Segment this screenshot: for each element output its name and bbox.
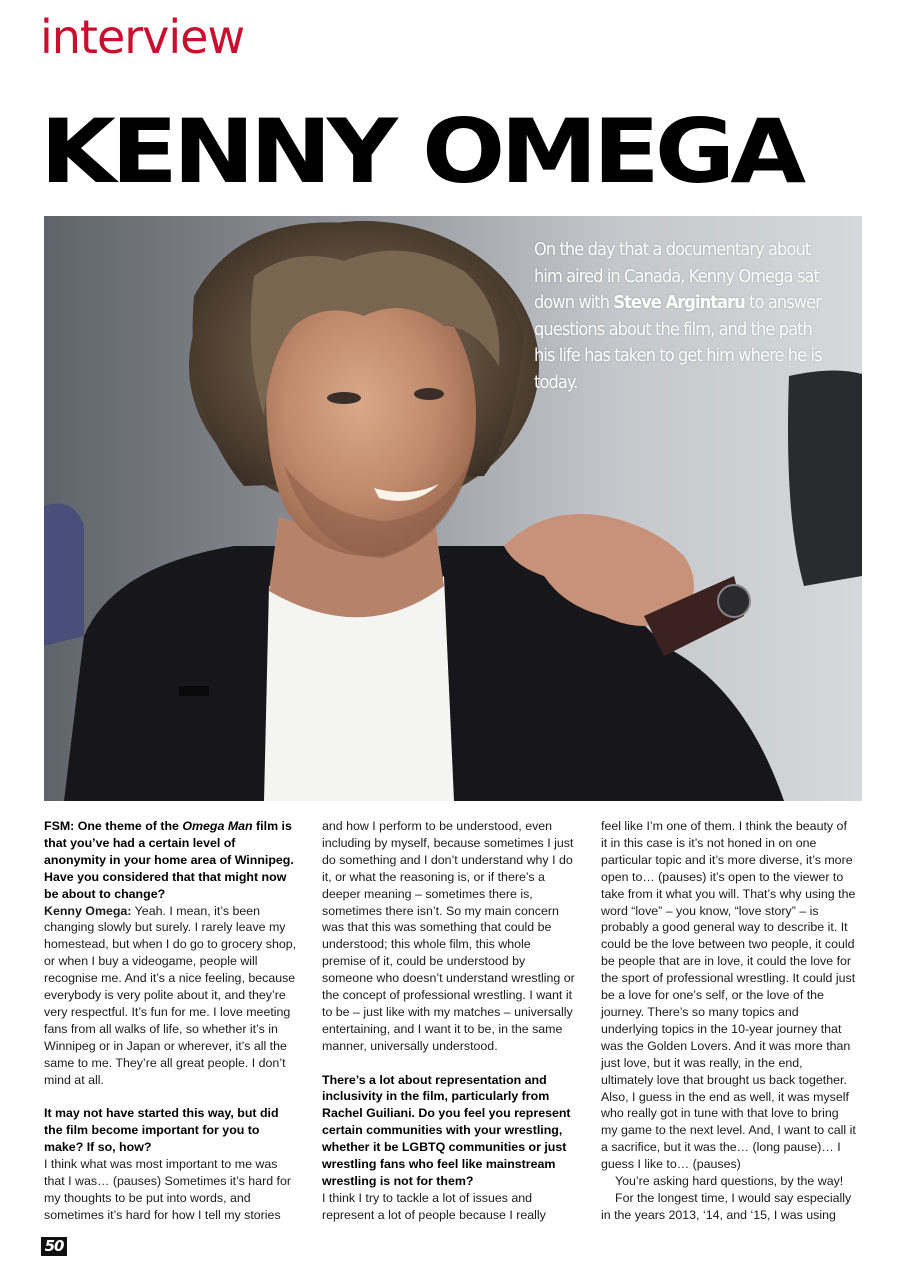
question-1: FSM: One theme of the Omega Man film is that you’ve had a certain level of anonymity in your home area of Winnipeg. Have you considered that that might now be about to change?: [44, 819, 294, 901]
column-2: [322, 818, 577, 1224]
column-3: [601, 818, 856, 1224]
intro-standfirst: On the day that a documentary about him aired in Canada, Kenny Omega sat down with Steve Argintaru to answer questions about the film, and the path his life has taken to get him where he is today.: [534, 239, 822, 393]
answer-3-paragraph-3: For the longest time, I would say especially in the years 2013, ‘14, and ‘15, I was using: [601, 1190, 852, 1222]
section-tag: interview: [40, 10, 245, 64]
question-3: There’s a lot about representation and inclusivity in the film, particularly from Rachel Guiliani. Do you feel you represent certain communities with your wrestling, whether it be LGBTQ communities or just wrestling fans who feel like mainstream wrestling is not for them?: [322, 1072, 571, 1189]
answer-3: I think I try to tackle a lot of issues and represent a lot of people because I really: [322, 1190, 546, 1222]
answer-2: I think what was most important to me was that I was… (pauses) Sometimes it’s hard for my thoughts to be put into words, and sometimes it’s hard for how I tell my stories: [44, 1157, 291, 1222]
film-title: Omega Man: [182, 819, 253, 833]
article-headline: KENNY OMEGA: [40, 100, 802, 204]
question-2: It may not have started this way, but did the film become important for you to make? If so, how?: [44, 1106, 279, 1155]
answer-1: Kenny Omega: Yeah. I mean, it’s been changing slowly but surely. I rarely leave my homestead, but when I do go to grocery shop, or when I buy a videogame, people will recognise me. And it’s a nice feeling, because everybody is very polite about it, and they’re very respectful. It’s fun for me. I love meeting fans from all walks of life, so whether it’s in Winnipeg or in Japan or wherever, it’s all the same to me. They’re all great people. I don’t mind at all.: [44, 903, 297, 1087]
answer-3-continued: feel like I’m one of them. I think the beauty of it in this case is it’s not honed in on one particular topic and it’s more diverse, it’s more open to… (pauses) it’s open to the viewer to take from it what you will. That’s why using the word “love” – you know, “love story” – is probably a good general way to describe it. It could be the love between two people, it could be people that are in love, it could the love for the sport of professional wrestling. It could just be a love for one’s self, or the love of the journey. There’s so many topics and underlying topics in the 10-year journey that was the Golden Lovers. And it was more than just love, but it was really, in the end, ultimately love that brought us back together. Also, I guess in the end as well, it was myself who really got in tune with that love to bring my game to the next level. And, I want to call it a sacrifice, but it was the… (long pause)… I guess I like to… (pauses): [601, 819, 856, 1172]
answer-3-paragraph-2: You’re asking hard questions, by the way!: [615, 1174, 844, 1189]
column-1: [44, 818, 299, 1224]
interviewer-name: Steve Argintaru: [613, 292, 745, 313]
page-number: 50: [41, 1237, 67, 1256]
answer-2-continued: and how I perform to be understood, even including by myself, because sometimes I just do something and I don’t understand why I do it, or what the reasoning is, or if there’s a deeper meaning – sometimes there is, sometimes there isn’t. So my main concern was that this was something that could be understood; this whole film, this whole premise of it, could be understood by someone who doesn’t understand wrestling or the concept of professional wrestling. I want it to be – just like with my matches – universally entertaining, and I want it to be, in the same manner, universally understood.: [322, 819, 575, 1053]
